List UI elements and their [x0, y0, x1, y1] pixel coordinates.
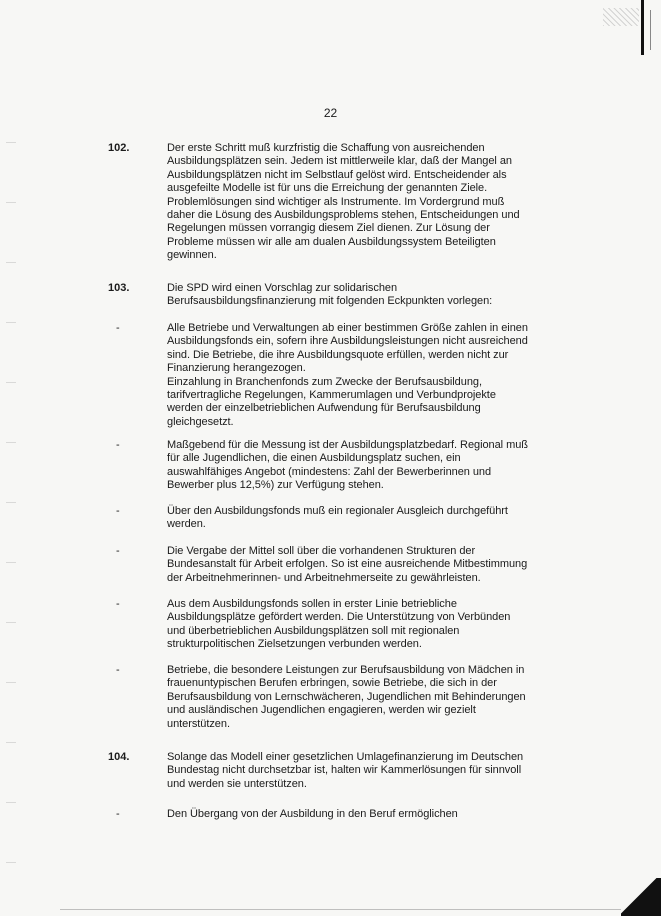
bullet-dash: - [116, 598, 120, 610]
paragraph-text: Der erste Schritt muß kurzfristig die Schaffung von ausreichenden Ausbildungsplätzen sein. Jedem ist mittlerweile klar, daß der Mangel an Ausbildungsplätzen nicht im Selbstlauf gelöst wird. Entscheidender als ausgefeilte Modelle ist für uns die Erreichung der genannten Ziele. Problemlösungen sind wichtiger als Instrumente. Im Vordergrund muß daher die Lösung des Ausbildungsproblems stehen, Entscheidungen und Regelungen müssen vorrangig diesem Ziel dienen. Zur Lösung der Probleme müssen wir alle am dualen Ausbildungssystem Beteiligten gewinnen. [167, 142, 520, 262]
scan-bottom-line [60, 909, 621, 910]
scan-corner-mark [621, 878, 661, 916]
scan-edge-mark [641, 0, 644, 55]
paragraph-number: 102. [108, 142, 130, 154]
scan-noise-left [6, 120, 16, 880]
paragraph-number: 104. [108, 751, 130, 763]
bullet-text: Über den Ausbildungsfonds muß ein regionaler Ausgleich durchgeführt werden. [167, 505, 508, 531]
paragraph-text: Solange das Modell einer gesetzlichen Umlagefinanzierung im Deutschen Bundestag nicht durchsetzbar ist, halten wir Kammerlösungen für sinnvoll und werden sie unterstützen. [167, 751, 524, 790]
section-heading: Den Übergang von der Ausbildung in den Beruf ermöglichen [167, 808, 458, 820]
paragraph-number: 103. [108, 282, 130, 294]
paragraph-text: Die SPD wird einen Vorschlag zur solidarischen Berufsausbildungsfinanzierung mit folgenden Eckpunkten vorlegen: [167, 282, 493, 308]
bullet-dash: - [116, 808, 120, 820]
bullet-text: Maßgebend für die Messung ist der Ausbildungsplatzbedarf. Regional muß für alle Jugendlichen, die einen Ausbildungsplatz suchen, ein auswahlfähiges Angebot (mindestens: Zahl der Bewerberinnen und Bewerber plus 12,5%) zur Verfügung stehen. [167, 439, 528, 492]
page-number: 22 [323, 106, 338, 120]
bullet-text: Alle Betriebe und Verwaltungen ab einer bestimmen Größe zahlen in einen Ausbildungsfonds ein, sofern ihre Ausbildungsleistungen nicht ausreichend sind. Die Betriebe, die ihre Ausbildungsquote erfüllen, werden nicht zur Finanzierung herangezogen. Einzahlung in Branchenfonds zum Zwecke der Berufsausbildung, tarifvertragliche Regelungen, Kammerumlagen und Verbundprojekte werden der einzelbetrieblichen Aufwendung für Berufsausbildung gleichgesetzt. [167, 322, 528, 428]
bullet-dash: - [116, 664, 120, 676]
bullet-dash: - [116, 439, 120, 451]
bullet-dash: - [116, 545, 120, 557]
bullet-dash: - [116, 505, 120, 517]
bullet-dash: - [116, 322, 120, 334]
bullet-text: Die Vergabe der Mittel soll über die vorhandenen Strukturen der Bundesanstalt für Arbeit erfolgen. So ist eine ausreichende Mitbestimmung der Arbeitnehmerinnen- und Arbeitnehmerseite zu gewährleisten. [167, 545, 528, 584]
bullet-text: Aus dem Ausbildungsfonds sollen in erster Linie betriebliche Ausbildungsplätze gefördert werden. Die Unterstützung von Verbünden und überbetrieblichen Ausbildungsplätzen soll mit regionalen strukturpolitischen Zielsetzungen verbunden werden. [167, 598, 511, 651]
scan-speck [603, 8, 639, 26]
scan-edge-line [650, 10, 651, 50]
bullet-text: Betriebe, die besondere Leistungen zur Berufsausbildung von Mädchen in frauenuntypischen Berufen erbringen, sowie Betriebe, die sich in der Berufsausbildung von Lernschwächeren, Jugendlichen mit Behinderungen und ausländischen Jugendlichen engagieren, werden wir gezielt unterstützen. [167, 664, 526, 730]
